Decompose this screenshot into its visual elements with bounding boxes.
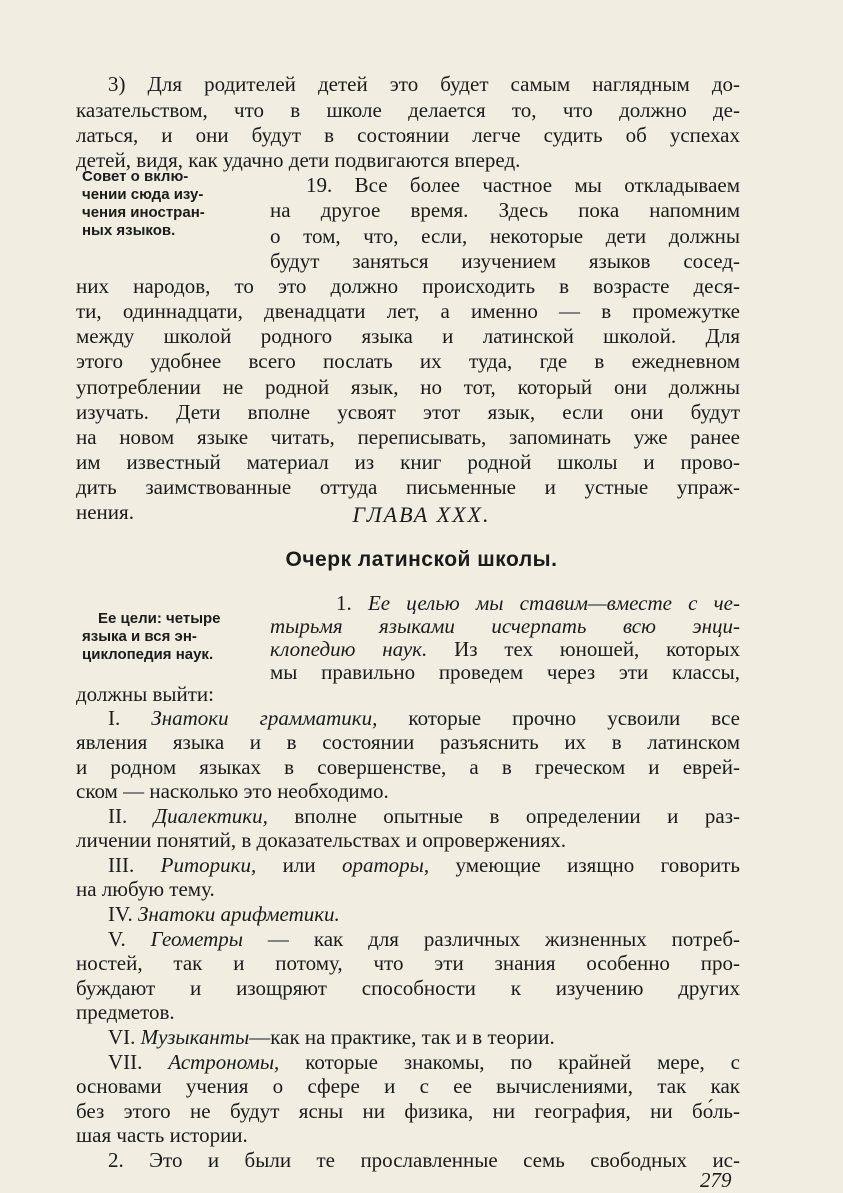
text-line: 3) Для родителей детей это будет самым наглядным до- — [108, 72, 740, 96]
list-item-line: и родном языках в совершенстве, а в греческом и еврей- — [76, 755, 740, 779]
text-line: нения. — [76, 500, 134, 524]
list-item-line: VI. Музыканты—как на практике, так и в теории. — [108, 1025, 555, 1049]
margin-note-line: циклопедия наук. — [82, 646, 214, 663]
list-item-line: V. Геометры — как для различных жизненных потреб- — [108, 927, 740, 951]
list-item-line: ностей, так и потому, что эти знания особенно про- — [76, 951, 740, 975]
list-item-line: личении понятий, в доказательствах и опровержениях. — [76, 828, 567, 852]
list-item-line: II. Диалектики, вполне опытные в определении и раз- — [108, 804, 740, 828]
margin-note-line: Совет о вклю- — [82, 168, 189, 185]
list-item-line: III. Риторики, или ораторы, умеющие изящно говорить — [108, 853, 740, 877]
list-item-line: I. Знатоки грамматики, которые прочно усвоили все — [108, 706, 740, 730]
margin-note-line: чения иностран- — [82, 204, 205, 221]
text-line: им известный материал из книг родной школы и прово- — [76, 450, 740, 474]
text-line: 2. Это и были те прославленные семь свободных ис- — [108, 1148, 740, 1172]
text-line: этого удобнее всего послать их туда, где в ежедневном — [76, 349, 740, 373]
text-line: латься, и они будут в состоянии легче судить об успехах — [76, 123, 740, 147]
text-line: детей, видя, как удачно дети подвигаются вперед. — [76, 148, 521, 172]
margin-note-line: чении сюда изу- — [82, 186, 204, 203]
text-line: казательством, что в школе делается то, что должно де- — [76, 98, 740, 122]
text-line: о том, что, если, некоторые дети должны — [270, 224, 740, 248]
text-line: будут заняться изучением языков сосед- — [270, 249, 740, 273]
chapter-subtitle: Очерк латинской школы. — [285, 548, 558, 571]
list-item-line: без этого не будут ясны ни физика, ни география, ни бо́ль- — [76, 1099, 740, 1123]
text-line: клопедию наук. Из тех юношей, которых — [270, 637, 740, 661]
text-line: мы правильно проведем через эти классы, — [270, 660, 740, 684]
list-item-line: ском — насколько это необходимо. — [76, 779, 389, 803]
margin-note-line: языка и вся эн- — [82, 628, 197, 645]
chapter-title: ГЛАВА XXX. — [352, 502, 491, 527]
text-line: 1. Ее целью мы ставим—вместе с че- — [336, 591, 740, 615]
text-line: должны выйти: — [76, 682, 215, 706]
list-item-line: на любую тему. — [76, 877, 215, 901]
list-item-line: буждают и изощряют способности к изучению других — [76, 976, 740, 1000]
text-line: на другое время. Здесь пока напомним — [270, 198, 740, 222]
text-line: на новом языке читать, переписывать, запоминать уже ранее — [76, 425, 740, 449]
page-number: 279 — [700, 1168, 732, 1192]
text-line: между школой родного языка и латинской школой. Для — [76, 324, 740, 348]
list-item-line: явления языка и в состоянии разъяснить их в латинском — [76, 730, 740, 754]
list-item-line: предметов. — [76, 1000, 175, 1024]
text-line: них народов, то это должно происходить в возрасте деся- — [76, 274, 740, 298]
list-item-line: шая часть истории. — [76, 1123, 248, 1147]
text-line: изучать. Дети вполне усвоят этот язык, если они будут — [76, 400, 740, 424]
text-line: тырьмя языками исчерпать всю энци- — [270, 614, 740, 638]
list-item-line: основами учения о сфере и с ее вычислениями, так как — [76, 1074, 740, 1098]
list-item-line: IV. Знатоки арифметики. — [108, 902, 340, 926]
list-item-line: VII. Астрономы, которые знакомы, по крайней мере, с — [108, 1050, 740, 1074]
margin-note-line: Ее цели: четыре — [98, 610, 221, 627]
text-line: дить заимствованные оттуда письменные и устные упраж- — [76, 475, 740, 499]
text-line: ти, одиннадцати, двенадцати лет, а именно — в промежутке — [76, 299, 740, 323]
text-line: 19. Все более частное мы откладываем — [306, 173, 740, 197]
text-line: употреблении не родной язык, но тот, который они должны — [76, 375, 740, 399]
margin-note-line: ных языков. — [82, 222, 176, 239]
